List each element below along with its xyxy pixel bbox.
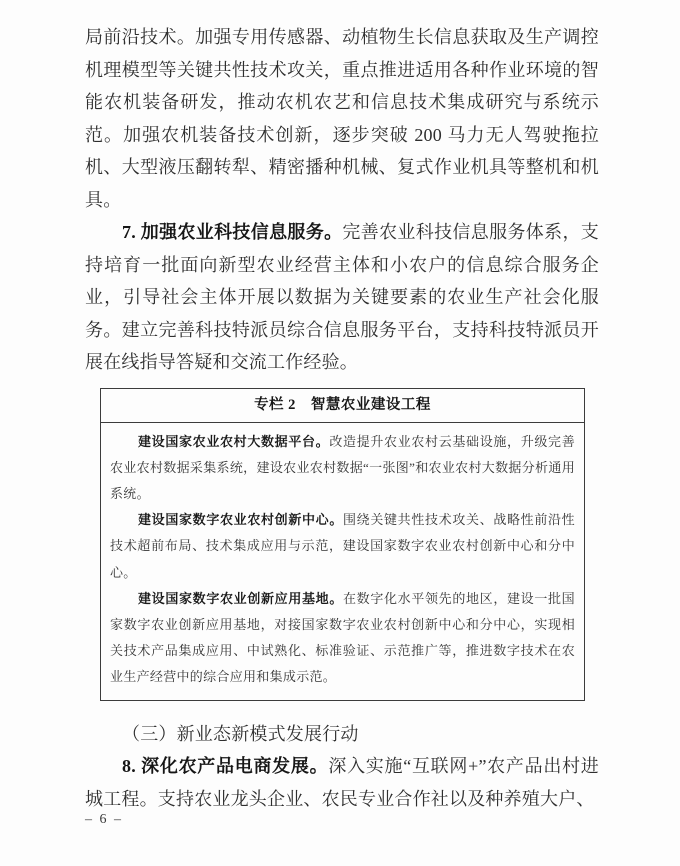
box-paragraph-1-lead: 建设国家农业农村大数据平台。: [138, 433, 330, 449]
column-box-smart-agriculture: [100, 388, 585, 701]
box-paragraph-1-text: 改造提升农业农村云基础设施，升级完善农业农村数据采集系统，建设农业农村数据“一张图”和农业农村大数据分析通用系统。: [110, 433, 576, 501]
item8-text: 深入实施“互联网+”农产品出村进城工程。支持农业龙头企业、农民专业合作社以及种养殖大户、: [85, 756, 599, 809]
item8-heading: 8. 深化农产品电商发展。: [122, 756, 329, 777]
column-box-body: [101, 423, 584, 700]
paragraph-continuation: 局前沿技术。加强专用传感器、动植物生长信息获取及生产调控机理模型等关键共性技术攻关，重点推进适用各种作业环境的智能农机装备研发，推动农机农艺和信息技术集成研究与系统示范。加强农机装备技术创新，逐步突破 200 马力无人驾驶拖拉机、大型液压翻转犁、精密播种机械、复式作业机具等整机和机具。: [85, 27, 599, 210]
item7-heading: 7. 加强农业科技信息服务。: [122, 222, 343, 242]
box-paragraph-3-text: 在数字化水平领先的地区，建设一批国家数字农业创新应用基地，对接国家数字农业农村创新中心和分中心，实现相关技术产品集成应用、中试熟化、标准验证、示范推广等，推进数字技术在农业生产经营中的综合应用和集成示范。: [110, 590, 575, 685]
box-paragraph-2-text: 围绕关键共性技术攻关、战略性前沿性技术超前布局、技术集成应用与示范，建设国家数字农业农村创新中心和分中心。: [110, 512, 575, 580]
box-paragraph-2-lead: 建设国家数字农业农村创新中心。: [138, 512, 344, 528]
box-paragraph-application-base: [110, 586, 575, 691]
paragraph-item7: [85, 216, 599, 379]
box-paragraph-innovation-center: [110, 507, 575, 586]
page-number: – 6 –: [85, 812, 123, 827]
box-paragraph-big-data-platform: [110, 429, 575, 508]
item7-text: 完善农业科技信息服务体系，支持培育一批面向新型农业经营主体和小农户的信息综合服务企业，引导社会主体开展以数据为关键要素的农业生产社会化服务。建立完善科技特派员综合信息服务平台，支持科技特派员开展在线指导答疑和交流工作经验。: [85, 222, 599, 372]
box-paragraph-3-lead: 建设国家数字农业创新应用基地。: [138, 590, 344, 606]
column-box-title: 专栏 2 智慧农业建设工程: [101, 389, 584, 423]
section-heading-three: （三）新业态新模式发展行动: [122, 723, 359, 744]
paragraph-item8: [85, 750, 599, 815]
page-content: [85, 21, 599, 815]
